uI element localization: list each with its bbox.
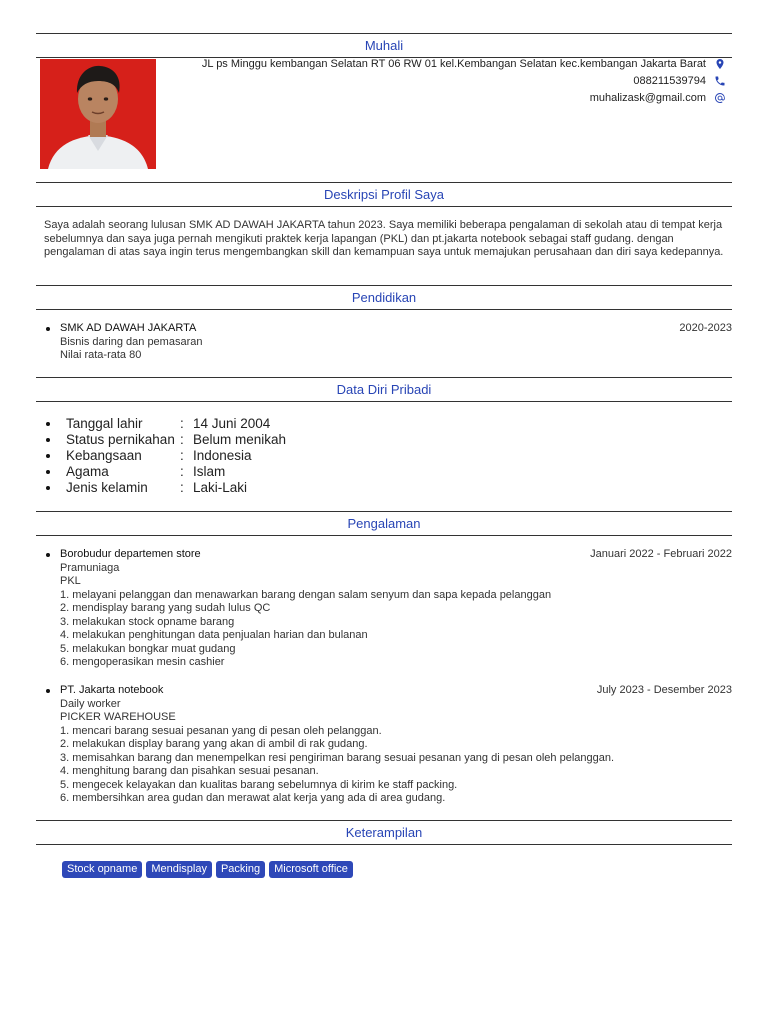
job-task: 4. melakukan penghitungan data penjualan harian dan bulanan	[60, 629, 368, 642]
personal-row: Agama : Islam	[44, 464, 724, 480]
skills-heading: Keterampilan	[36, 820, 732, 845]
job-task: 5. melakukan bongkar muat gudang	[60, 642, 236, 655]
contact-phone	[172, 72, 732, 89]
person-illustration	[40, 59, 156, 169]
school-major: Bisnis daring dan pemasaran	[60, 335, 203, 348]
personal-row: Status pernikahan : Belum menikah	[44, 432, 724, 448]
personal-label: Agama	[66, 464, 109, 479]
contact-email	[172, 89, 732, 106]
personal-label: Tanggal lahir	[66, 416, 143, 431]
at-sign-icon	[714, 92, 726, 104]
school-period: 2020-2023	[679, 322, 732, 334]
skills-list	[36, 861, 353, 878]
phone-text: 088211539794	[633, 74, 706, 87]
job-task: 6. membersihkan area gudan dan merawat alat kerja yang ada di area gudang.	[60, 792, 446, 805]
job-task: 2. mendisplay barang yang sudah lulus QC	[60, 602, 271, 615]
personal-value: Indonesia	[193, 448, 252, 463]
personal-value: Belum menikah	[193, 432, 287, 447]
education-heading: Pendidikan	[36, 285, 732, 310]
personal-value: 14 Juni 2004	[193, 416, 271, 431]
job-role: Pramuniaga	[60, 561, 120, 574]
personal-label: Jenis kelamin	[66, 480, 148, 495]
company-name: PT. Jakarta notebook	[60, 684, 164, 696]
skill-chip: Stock opname	[62, 861, 142, 878]
job-task: 3. melakukan stock opname barang	[60, 615, 235, 628]
education-item	[36, 322, 732, 363]
personal-value: Islam	[193, 464, 226, 479]
personal-label: Kebangsaan	[66, 448, 142, 463]
job-task: 2. melakukan display barang yang akan di ambil di rak gudang.	[60, 738, 368, 751]
job-task: 5. mengecek kelayakan dan kualitas barang sebelumnya di kirim ke staff packing.	[60, 778, 458, 791]
email-text: muhalizask@gmail.com	[589, 91, 706, 104]
personal-heading: Data Diri Pribadi	[36, 377, 732, 402]
company-name: Borobudur departemen store	[60, 548, 201, 560]
job-type: PKL	[60, 575, 81, 588]
personal-row: Kebangsaan : Indonesia	[44, 448, 724, 464]
skill-chip: Packing	[216, 861, 265, 878]
phone-icon	[714, 75, 726, 87]
job-period: July 2023 - Desember 2023	[596, 684, 732, 696]
personal-row: Jenis kelamin : Laki-Laki	[44, 480, 724, 496]
job-task: 1. melayani pelanggan dan menawarkan barang dengan salam senyum dan sapa kepada pelanggan	[60, 588, 552, 601]
profile-heading: Deskripsi Profil Saya	[36, 182, 732, 207]
location-pin-icon	[714, 58, 726, 70]
personal-value: Laki-Laki	[193, 480, 248, 495]
experience-heading: Pengalaman	[36, 511, 732, 536]
job-type: PICKER WAREHOUSE	[60, 711, 176, 724]
personal-row: Tanggal lahir : 14 Juni 2004	[44, 416, 724, 432]
job-period: Januari 2022 - Februari 2022	[590, 548, 732, 560]
job-task: 6. mengoperasikan mesin cashier	[60, 656, 225, 669]
name-heading: Muhali	[36, 33, 732, 58]
contact-block	[172, 55, 732, 106]
school-score: Nilai rata-rata 80	[60, 349, 142, 362]
profile-text: Saya adalah seorang lulusan SMK AD DAWAH JAKARTA tahun 2023. Saya memiliki beberapa pengalaman di sekolah atau di tempat kerja sebelumnya dan saya juga pernah mengikuti praktek kerja lapangan (PKL) dan pt.jakarta notebook sebagai staff gudang. dengan pengalaman di atas saya ingin terus mengembangkan skill dan kemampuan saya untuk memajukan perusahaan dan diri saya kedepannya.	[44, 219, 724, 258]
address-text: JL ps Minggu kembangan Selatan RT 06 RW 01 kel.Kembangan Selatan kec.kembangan Jakarta Barat	[201, 57, 706, 70]
job-role: Daily worker	[60, 697, 121, 710]
personal-label: Status pernikahan	[66, 432, 175, 447]
experience-item	[36, 548, 732, 670]
personal-list	[36, 416, 724, 496]
profile-photo	[40, 59, 156, 169]
experience-item	[36, 684, 732, 806]
job-task: 1. mencari barang sesuai pesanan yang di pesan oleh pelanggan.	[60, 724, 382, 737]
skill-chip: Mendisplay	[146, 861, 212, 878]
contact-address	[172, 55, 732, 72]
job-task: 4. menghitung barang dan pisahkan sesuai pesanan.	[60, 765, 319, 778]
school-name: SMK AD DAWAH JAKARTA	[60, 322, 197, 334]
job-task: 3. memisahkan barang dan menempelkan resi pengiriman barang sesuai pesanan yang di pesan oleh pelanggan.	[60, 751, 615, 764]
skill-chip: Microsoft office	[269, 861, 353, 878]
